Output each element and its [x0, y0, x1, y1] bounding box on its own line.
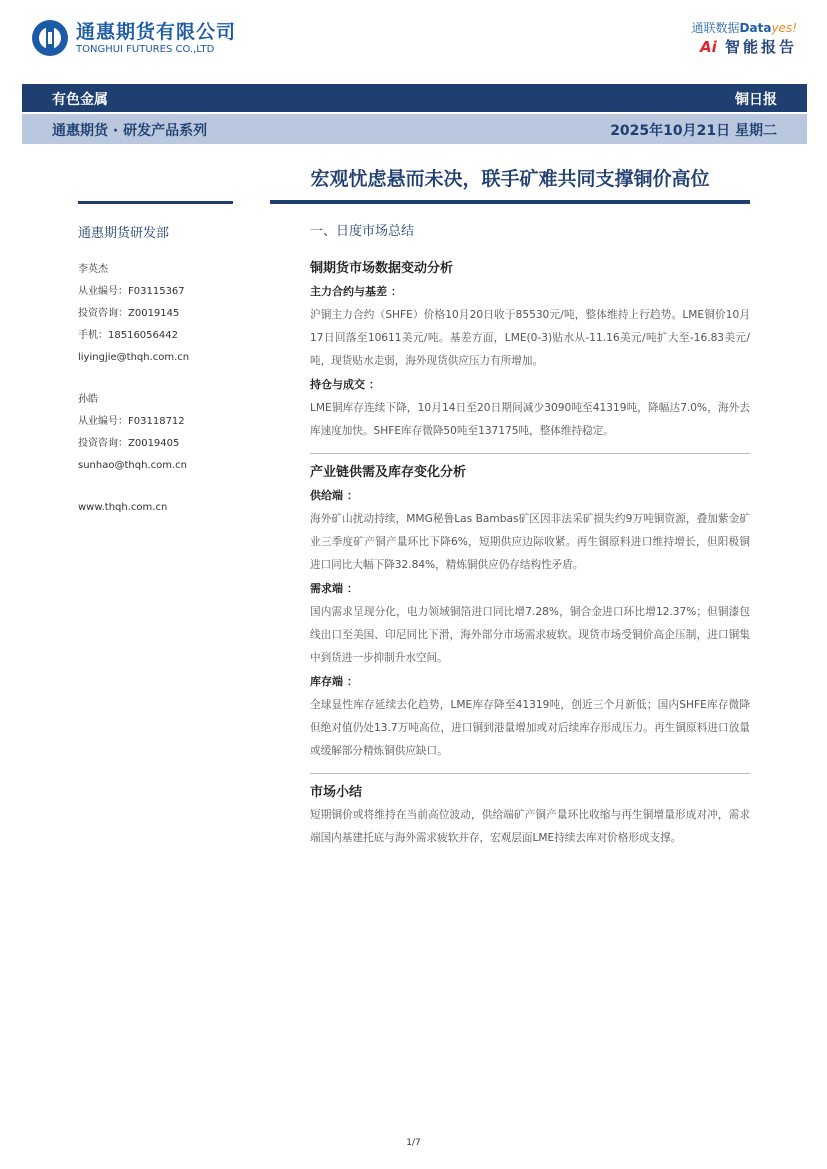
- paragraph: 国内需求呈现分化，电力领域铜箔进口同比增7.28%，铜合金进口环比增12.37%；但铜漆包线出口至美国、印尼同比下滑，海外部分市场需求疲软。现货市场受铜价高企压制，进口铜集中到货进一步抑制升水空间。: [310, 606, 750, 664]
- paragraph: 短期铜价或将维持在当前高位波动，供给端矿产铜产量环比收缩与再生铜增量形成对冲，需求端国内基建托底与海外需求疲软并存，宏观层面LME持续去库对价格形成支撑。: [310, 809, 750, 844]
- section-heading: 一、日度市场总结: [310, 224, 415, 239]
- ai-report-label: 智能报告: [724, 38, 797, 56]
- website-link[interactable]: www.thqh.com.cn: [78, 502, 168, 513]
- analyst-email[interactable]: sunhao@thqh.com.cn: [78, 460, 187, 471]
- sidebar-divider: [78, 201, 233, 204]
- analyst-sidebar: [78, 222, 253, 519]
- section-separator: [310, 453, 750, 454]
- section-separator: [310, 773, 750, 774]
- ai-mark: Ai: [699, 38, 717, 56]
- category-band: [22, 84, 807, 112]
- analyst-name: 李英杰: [78, 264, 108, 275]
- paragraph: LME铜库存连续下降，10月14日至20日期间减少3090吨至41319吨，降幅达7.0%，海外去库速度加快。SHFE库存微降50吨至137175吨，整体维持稳定。: [310, 402, 750, 437]
- series-label: 通惠期货 · 研发产品系列: [52, 123, 208, 139]
- ai-report-brand: [692, 20, 797, 58]
- brand-cn: 通联数据: [691, 21, 740, 35]
- sub-heading: 库存端 ：: [310, 675, 358, 688]
- company-name-cn: 通惠期货有限公司: [76, 20, 237, 43]
- sector-label: 有色金属: [52, 92, 108, 108]
- page-number: 1/7: [406, 1138, 421, 1148]
- analyst-email[interactable]: liyingjie@thqh.com.cn: [78, 352, 190, 363]
- report-body: [310, 222, 750, 850]
- report-type-label: 铜日报: [735, 92, 777, 108]
- brand-data: Data: [739, 21, 772, 35]
- report-date: 2025年10月21日 星期二: [610, 123, 777, 139]
- block-title: 铜期货市场数据变动分析: [310, 261, 454, 276]
- sub-heading: 供给端 ：: [310, 489, 358, 502]
- analyst-name: 孙皓: [78, 394, 98, 405]
- paragraph: 沪铜主力合约（SHFE）价格10月20日收于85530元/吨，整体维持上行趋势。LME铜价10月17日回落至10611美元/吨。基差方面，LME(0-3)贴水从-11.16美元/吨扩大至-16.83美元/吨，现货贴水走弱，海外现货供应压力有所增加。: [310, 309, 750, 367]
- analyst-phone: 手机：18516056442: [78, 330, 178, 341]
- sub-heading: 主力合约与基差 ：: [310, 285, 402, 298]
- analyst-license: 从业编号：F03118712: [78, 416, 185, 427]
- company-logo-icon: [30, 18, 70, 58]
- title-divider: [270, 200, 750, 204]
- sub-heading: 需求端 ：: [310, 582, 358, 595]
- block-title: 产业链供需及库存变化分析: [310, 465, 467, 480]
- analyst-consult: 投资咨询：Z0019145: [78, 308, 180, 319]
- analyst-license: 从业编号：F03115367: [78, 286, 185, 297]
- series-band: [22, 114, 807, 144]
- paragraph: 海外矿山扰动持续，MMG秘鲁Las Bambas矿区因非法采矿损失约9万吨铜资源，叠加紫金矿业三季度矿产铜产量环比下降6%，短期供应边际收紧。再生铜原料进口维持增长，但阳极铜进口同比大幅下降32.84%，精炼铜供应仍存结构性矛盾。: [310, 513, 750, 571]
- block-title: 市场小结: [310, 785, 363, 800]
- analyst-consult: 投资咨询：Z0019405: [78, 438, 180, 449]
- sub-heading: 持仓与成交 ：: [310, 378, 380, 391]
- company-logo: [30, 18, 236, 58]
- company-name-en: TONGHUI FUTURES CO.,LTD: [76, 43, 215, 55]
- report-title: 宏观忧虑悬而未决，联手矿难共同支撑铜价高位: [310, 168, 710, 190]
- brand-yes: yes!: [771, 21, 797, 35]
- department-name: 通惠期货研发部: [78, 226, 170, 241]
- paragraph: 全球显性库存延续去化趋势，LME库存降至41319吨，创近三个月新低；国内SHFE库存微降但绝对值仍处13.7万吨高位，进口铜到港量增加或对后续库存形成压力。再生铜原料进口放量或缓解部分精炼铜供应缺口。: [310, 699, 750, 757]
